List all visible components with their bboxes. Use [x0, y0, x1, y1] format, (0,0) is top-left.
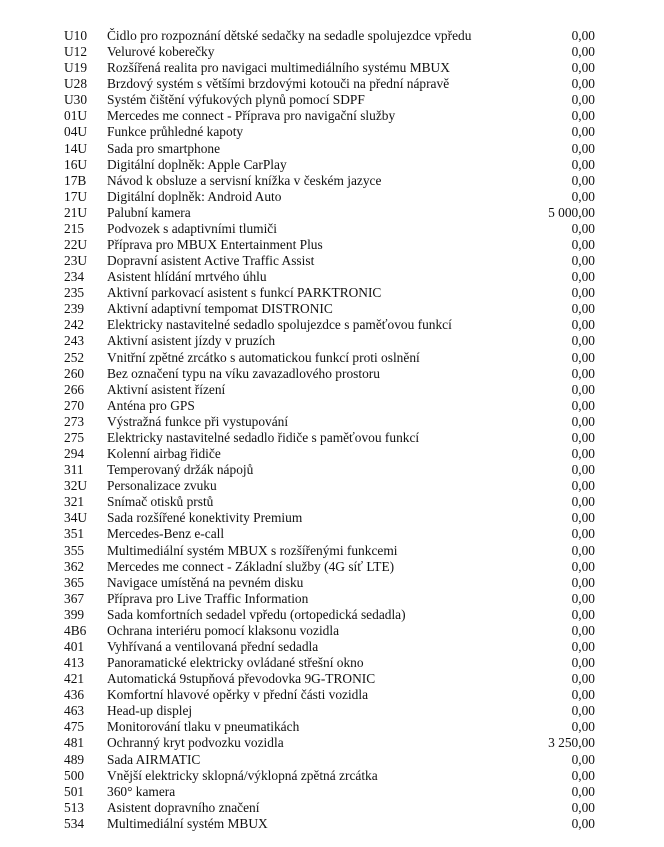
option-description: Mercedes me connect - Příprava pro navigační služby — [107, 108, 396, 124]
option-price: 0,00 — [571, 253, 595, 269]
option-description: Aktivní asistent řízení — [107, 381, 226, 397]
option-description: Funkce průhledné kapoty — [107, 124, 244, 140]
option-price: 0,00 — [571, 381, 595, 397]
option-price: 0,00 — [571, 510, 595, 526]
option-price: 0,00 — [571, 687, 595, 703]
option-code: 367 — [64, 590, 85, 606]
option-description: Aktivní asistent jízdy v pruzích — [107, 333, 276, 349]
option-code: 266 — [64, 381, 85, 397]
list-row — [64, 205, 595, 221]
option-code: 242 — [64, 317, 85, 333]
option-code: 475 — [64, 719, 85, 735]
option-price: 0,00 — [571, 719, 595, 735]
option-description: Asistent dopravního značení — [107, 799, 260, 815]
option-description: Multimediální systém MBUX s rozšířenými funkcemi — [107, 542, 398, 558]
list-row — [64, 189, 595, 205]
option-code: U10 — [64, 28, 88, 43]
option-code: U30 — [64, 92, 88, 108]
option-price: 0,00 — [571, 301, 595, 317]
option-price: 0,00 — [571, 638, 595, 654]
list-row — [64, 462, 595, 478]
option-code: 311 — [64, 462, 84, 478]
list-row — [64, 60, 595, 76]
option-price: 0,00 — [571, 462, 595, 478]
option-price: 0,00 — [571, 494, 595, 510]
option-price: 0,00 — [571, 655, 595, 671]
option-description: Ochrana interiéru pomocí klaksonu vozidla — [107, 622, 340, 638]
list-row — [64, 735, 595, 751]
equipment-list — [64, 28, 595, 832]
option-description: Elektricky nastavitelné sedadlo řidiče s paměťovou funkcí — [107, 429, 420, 445]
option-description: Digitální doplněk: Apple CarPlay — [107, 156, 287, 172]
list-row — [64, 285, 595, 301]
list-row — [64, 366, 595, 382]
list-row — [64, 221, 595, 237]
option-description: Velurové koberečky — [107, 44, 215, 60]
list-row — [64, 687, 595, 703]
option-description: Systém čištění výfukových plynů pomocí SDPF — [107, 92, 365, 108]
list-row — [64, 719, 595, 735]
option-code: U19 — [64, 60, 88, 76]
option-price: 0,00 — [571, 815, 595, 831]
list-row — [64, 478, 595, 494]
option-price: 0,00 — [571, 526, 595, 542]
list-row — [64, 350, 595, 366]
option-description: Výstražná funkce při vystupování — [107, 413, 289, 429]
option-description: Vyhřívaná a ventilovaná přední sedadla — [107, 638, 319, 654]
option-price: 3 250,00 — [548, 735, 595, 751]
option-description: Brzdový systém s většími brzdovými kotouči na přední nápravě — [107, 76, 450, 92]
option-code: 260 — [64, 365, 85, 381]
option-description: Panoramatické elektricky ovládané střešní okno — [107, 655, 364, 671]
option-code: 351 — [64, 526, 85, 542]
option-code: 421 — [64, 671, 85, 687]
option-code: 355 — [64, 542, 85, 558]
option-price: 0,00 — [571, 622, 595, 638]
list-row — [64, 768, 595, 784]
option-price: 0,00 — [571, 188, 595, 204]
option-code: 234 — [64, 269, 85, 285]
option-price: 0,00 — [571, 606, 595, 622]
option-price: 0,00 — [571, 671, 595, 687]
option-code: 501 — [64, 783, 85, 799]
option-description: Mercedes me connect - Základní služby (4G síť LTE) — [107, 558, 395, 574]
option-code: 275 — [64, 429, 85, 445]
option-code: 362 — [64, 558, 85, 574]
option-price: 0,00 — [571, 767, 595, 783]
list-row — [64, 333, 595, 349]
option-code: 463 — [64, 703, 85, 719]
option-code: U28 — [64, 76, 88, 92]
list-row — [64, 559, 595, 575]
option-price: 0,00 — [571, 349, 595, 365]
option-description: Kolenní airbag řidiče — [107, 446, 221, 462]
option-description: Aktivní adaptivní tempomat DISTRONIC — [107, 301, 333, 317]
option-price: 0,00 — [571, 60, 595, 76]
option-code: 365 — [64, 574, 85, 590]
option-code: 401 — [64, 638, 85, 654]
option-code: 01U — [64, 108, 88, 124]
option-price: 0,00 — [571, 703, 595, 719]
option-code: 270 — [64, 397, 85, 413]
list-row — [64, 752, 595, 768]
option-code: 32U — [64, 478, 88, 494]
option-description: Multimediální systém MBUX — [107, 815, 268, 831]
option-description: Vnitřní zpětné zrcátko s automatickou funkcí proti oslnění — [107, 349, 420, 365]
option-description: Head-up displej — [107, 703, 193, 719]
list-row — [64, 623, 595, 639]
list-row — [64, 28, 595, 44]
option-price: 0,00 — [571, 478, 595, 494]
option-price: 0,00 — [571, 590, 595, 606]
option-description: Podvozek s adaptivními tlumiči — [107, 220, 277, 236]
option-code: 4B6 — [64, 622, 87, 638]
option-description: Dopravní asistent Active Traffic Assist — [107, 253, 315, 269]
option-description: Rozšířená realita pro navigaci multimediálního systému MBUX — [107, 60, 450, 76]
option-description: Vnější elektricky sklopná/výklopná zpětná zrcátka — [107, 767, 378, 783]
option-description: Sada pro smartphone — [107, 140, 221, 156]
option-code: 34U — [64, 510, 88, 526]
option-code: 17B — [64, 172, 87, 188]
list-row — [64, 671, 595, 687]
list-row — [64, 92, 595, 108]
option-description: Snímač otisků prstů — [107, 494, 214, 510]
option-price: 0,00 — [571, 429, 595, 445]
option-price: 0,00 — [571, 285, 595, 301]
option-price: 0,00 — [571, 558, 595, 574]
option-description: Temperovaný držák nápojů — [107, 462, 254, 478]
option-description: Návod k obsluze a servisní knížka v českém jazyce — [107, 172, 382, 188]
option-description: Bez označení typu na víku zavazadlového prostoru — [107, 365, 380, 381]
option-description: Automatická 9stupňová převodovka 9G-TRONIC — [107, 671, 376, 687]
option-code: 500 — [64, 767, 85, 783]
list-row — [64, 510, 595, 526]
option-code: 235 — [64, 285, 85, 301]
option-code: 243 — [64, 333, 85, 349]
option-description: Sada AIRMATIC — [107, 751, 201, 767]
option-code: 481 — [64, 735, 85, 751]
list-row — [64, 173, 595, 189]
option-price: 5 000,00 — [548, 204, 595, 220]
option-description: Aktivní parkovací asistent s funkcí PARKTRONIC — [107, 285, 382, 301]
list-row — [64, 816, 595, 832]
option-price: 0,00 — [571, 76, 595, 92]
option-price: 0,00 — [571, 108, 595, 124]
option-code: 534 — [64, 815, 85, 831]
option-code: 239 — [64, 301, 85, 317]
option-code: 14U — [64, 140, 88, 156]
option-code: 22U — [64, 237, 88, 253]
option-code: 16U — [64, 156, 88, 172]
list-row — [64, 591, 595, 607]
option-price: 0,00 — [571, 237, 595, 253]
list-row — [64, 414, 595, 430]
list-row — [64, 301, 595, 317]
option-description: Ochranný kryt podvozku vozidla — [107, 735, 284, 751]
option-code: 436 — [64, 687, 85, 703]
list-row — [64, 237, 595, 253]
option-description: Navigace umístěná na pevném disku — [107, 574, 304, 590]
option-price: 0,00 — [571, 172, 595, 188]
list-row — [64, 253, 595, 269]
option-price: 0,00 — [571, 783, 595, 799]
option-description: 360° kamera — [107, 783, 176, 799]
list-row — [64, 430, 595, 446]
list-row — [64, 446, 595, 462]
option-price: 0,00 — [571, 220, 595, 236]
option-price: 0,00 — [571, 124, 595, 140]
list-row — [64, 526, 595, 542]
list-row — [64, 157, 595, 173]
list-row — [64, 317, 595, 333]
option-price: 0,00 — [571, 269, 595, 285]
option-description: Elektricky nastavitelné sedadlo spolujezdce s paměťovou funkcí — [107, 317, 452, 333]
option-price: 0,00 — [571, 574, 595, 590]
list-row — [64, 108, 595, 124]
option-description: Komfortní hlavové opěrky v přední části vozidla — [107, 687, 369, 703]
option-price: 0,00 — [571, 799, 595, 815]
list-row — [64, 398, 595, 414]
option-code: 252 — [64, 349, 85, 365]
option-code: 21U — [64, 204, 88, 220]
option-code: U12 — [64, 44, 88, 60]
option-price: 0,00 — [571, 317, 595, 333]
list-row — [64, 124, 595, 140]
option-code: 23U — [64, 253, 88, 269]
option-price: 0,00 — [571, 751, 595, 767]
option-price: 0,00 — [571, 413, 595, 429]
option-price: 0,00 — [571, 333, 595, 349]
option-description: Digitální doplněk: Android Auto — [107, 188, 282, 204]
option-code: 04U — [64, 124, 88, 140]
option-price: 0,00 — [571, 92, 595, 108]
option-description: Sada komfortních sedadel vpředu (ortopedická sedadla) — [107, 606, 406, 622]
option-description: Personalizace zvuku — [107, 478, 217, 494]
list-row — [64, 76, 595, 92]
list-row — [64, 655, 595, 671]
option-code: 321 — [64, 494, 85, 510]
option-price: 0,00 — [571, 28, 595, 43]
list-row — [64, 269, 595, 285]
option-code: 399 — [64, 606, 85, 622]
option-price: 0,00 — [571, 446, 595, 462]
option-price: 0,00 — [571, 365, 595, 381]
list-row — [64, 575, 595, 591]
option-description: Sada rozšířené konektivity Premium — [107, 510, 303, 526]
option-code: 273 — [64, 413, 85, 429]
list-row — [64, 494, 595, 510]
list-row — [64, 800, 595, 816]
option-price: 0,00 — [571, 397, 595, 413]
option-code: 17U — [64, 188, 88, 204]
option-code: 489 — [64, 751, 85, 767]
option-description: Palubní kamera — [107, 204, 191, 220]
option-code: 413 — [64, 655, 85, 671]
list-row — [64, 382, 595, 398]
option-price: 0,00 — [571, 140, 595, 156]
option-description: Asistent hlídání mrtvého úhlu — [107, 269, 267, 285]
option-code: 294 — [64, 446, 85, 462]
option-description: Anténa pro GPS — [107, 397, 195, 413]
option-code: 215 — [64, 220, 85, 236]
option-description: Čidlo pro rozpoznání dětské sedačky na sedadle spolujezdce vpředu — [107, 28, 472, 43]
list-row — [64, 607, 595, 623]
list-row — [64, 141, 595, 157]
option-description: Příprava pro MBUX Entertainment Plus — [107, 237, 323, 253]
list-row — [64, 44, 595, 60]
list-row — [64, 639, 595, 655]
option-price: 0,00 — [571, 156, 595, 172]
option-description: Příprava pro Live Traffic Information — [107, 590, 309, 606]
option-description: Mercedes-Benz e-call — [107, 526, 225, 542]
option-description: Monitorování tlaku v pneumatikách — [107, 719, 300, 735]
option-price: 0,00 — [571, 44, 595, 60]
list-row — [64, 784, 595, 800]
option-code: 513 — [64, 799, 85, 815]
option-price: 0,00 — [571, 542, 595, 558]
list-row — [64, 543, 595, 559]
list-row — [64, 703, 595, 719]
